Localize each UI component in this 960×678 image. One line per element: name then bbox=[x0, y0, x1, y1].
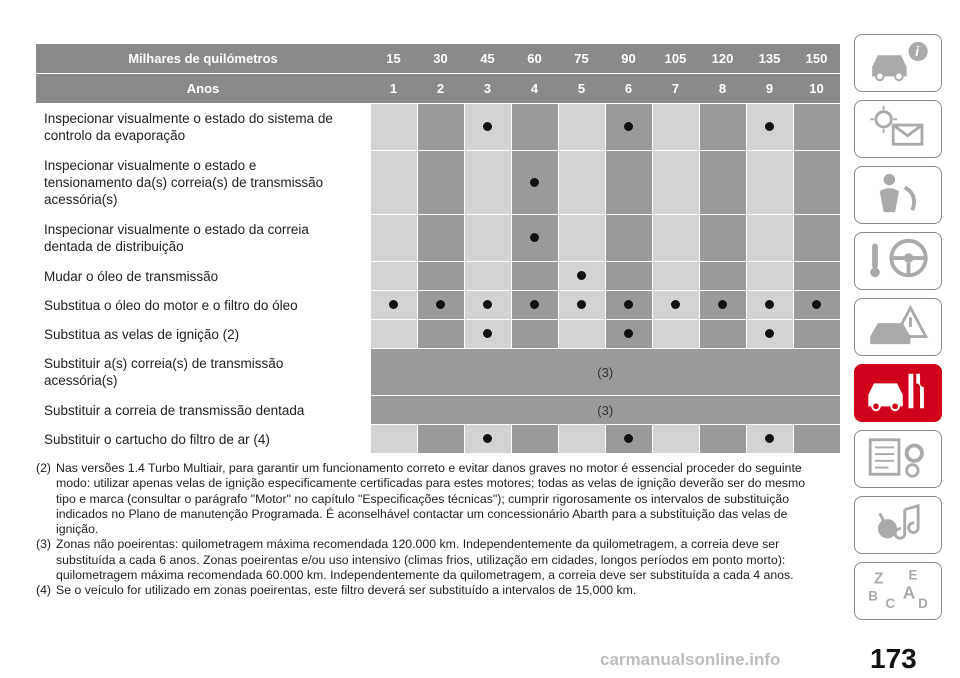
footnote bbox=[36, 537, 816, 583]
task-label bbox=[36, 396, 370, 425]
svg-text:B: B bbox=[868, 588, 878, 603]
task-label-line: Inspecionar visualmente o estado do sistema de bbox=[44, 111, 333, 126]
km-header-cell: 135 bbox=[746, 44, 793, 74]
schedule-cell bbox=[558, 262, 605, 291]
steering-wheel-icon bbox=[862, 236, 934, 287]
footnote-key: (4) bbox=[36, 583, 52, 598]
car-info-icon bbox=[862, 38, 934, 89]
scheduled-dot bbox=[530, 300, 539, 309]
schedule-cell bbox=[605, 425, 652, 454]
table-row bbox=[36, 104, 840, 151]
schedule-cell bbox=[746, 262, 793, 291]
years-header-row bbox=[36, 74, 840, 104]
scheduled-dot bbox=[577, 271, 586, 280]
schedule-cell bbox=[558, 215, 605, 262]
year-header-cell: 2 bbox=[417, 74, 464, 104]
schedule-cell bbox=[746, 291, 793, 320]
year-header-cell: 10 bbox=[793, 74, 840, 104]
schedule-cell bbox=[699, 215, 746, 262]
schedule-cell bbox=[464, 425, 511, 454]
year-header-cell: 5 bbox=[558, 74, 605, 104]
year-header-cell: 6 bbox=[605, 74, 652, 104]
schedule-cell bbox=[417, 215, 464, 262]
table-row bbox=[36, 425, 840, 454]
task-label bbox=[36, 291, 370, 320]
interval-note-cell: (3) bbox=[370, 396, 840, 425]
chapter-tab-car-accident[interactable] bbox=[854, 298, 942, 356]
schedule-cell bbox=[511, 104, 558, 151]
footnote-text: Zonas não poeirentas: quilometragem máxima recomendada 120.000 km. Independentemente da quilometragem, a correia deve ser substituída a cada 6 anos. Zonas poeirentas e/ou uso intensivo (climas frios, utilização em cidades, longos períodos em ponto morto): quilometragem máxima recomendada 60.000 km. Independentemente da quilometragem, a correia deve ser substituída a cada 4 anos. bbox=[56, 537, 794, 583]
schedule-cell bbox=[417, 320, 464, 349]
scheduled-dot bbox=[483, 434, 492, 443]
svg-text:D: D bbox=[918, 595, 928, 611]
scheduled-dot bbox=[530, 178, 539, 187]
car-wrench-icon bbox=[862, 368, 934, 419]
schedule-cell bbox=[370, 104, 417, 151]
km-header-cell: 120 bbox=[699, 44, 746, 74]
schedule-cell bbox=[793, 215, 840, 262]
page-number: 173 bbox=[870, 643, 917, 674]
schedule-cell bbox=[370, 262, 417, 291]
schedule-cell bbox=[605, 291, 652, 320]
interval-note-cell: (3) bbox=[370, 349, 840, 396]
footnote-text: Se o veículo for utilizado em zonas poeirentas, este filtro deverá ser substituído a intervalos de 15,000 km. bbox=[56, 583, 637, 598]
multimedia-icon bbox=[862, 500, 934, 551]
schedule-cell bbox=[746, 215, 793, 262]
schedule-cell bbox=[464, 320, 511, 349]
footnotes bbox=[36, 461, 816, 599]
footnote bbox=[36, 461, 816, 537]
schedule-cell bbox=[511, 425, 558, 454]
scheduled-dot bbox=[624, 122, 633, 131]
task-label-line: dentada de distribuição bbox=[44, 239, 184, 254]
watermark: carmanualsonline.info bbox=[600, 650, 781, 669]
schedule-cell bbox=[558, 291, 605, 320]
table-row bbox=[36, 396, 840, 425]
footnote-key: (3) bbox=[36, 537, 52, 552]
svg-text:E: E bbox=[908, 566, 918, 582]
schedule-cell bbox=[370, 291, 417, 320]
schedule-cell bbox=[511, 291, 558, 320]
chapter-tab-specs-gears[interactable] bbox=[854, 430, 942, 488]
task-label-line: tensionamento da(s) correia(s) de transmissão bbox=[44, 175, 324, 190]
schedule-cell bbox=[652, 320, 699, 349]
schedule-cell bbox=[511, 320, 558, 349]
schedule-cell bbox=[652, 104, 699, 151]
task-label-line: Inspecionar visualmente o estado e bbox=[44, 158, 257, 173]
schedule-cell bbox=[417, 104, 464, 151]
task-label bbox=[36, 320, 370, 349]
year-header-cell: 4 bbox=[511, 74, 558, 104]
schedule-cell bbox=[605, 320, 652, 349]
chapter-tab-steering-wheel[interactable] bbox=[854, 232, 942, 290]
schedule-cell bbox=[464, 104, 511, 151]
schedule-cell bbox=[746, 151, 793, 215]
scheduled-dot bbox=[436, 300, 445, 309]
scheduled-dot bbox=[483, 300, 492, 309]
schedule-cell bbox=[464, 262, 511, 291]
year-header-cell: 1 bbox=[370, 74, 417, 104]
table-row bbox=[36, 215, 840, 262]
scheduled-dot bbox=[624, 300, 633, 309]
scheduled-dot bbox=[765, 434, 774, 443]
schedule-body bbox=[36, 104, 840, 454]
schedule-cell bbox=[417, 262, 464, 291]
schedule-cell bbox=[558, 151, 605, 215]
scheduled-dot bbox=[624, 329, 633, 338]
task-label-line: Mudar o óleo de transmissão bbox=[44, 268, 219, 284]
schedule-cell bbox=[370, 151, 417, 215]
km-header-cell: 105 bbox=[652, 44, 699, 74]
schedule-cell bbox=[699, 320, 746, 349]
km-header-cell: 150 bbox=[793, 44, 840, 74]
schedule-cell bbox=[464, 291, 511, 320]
year-header-cell: 3 bbox=[464, 74, 511, 104]
schedule-cell bbox=[699, 291, 746, 320]
scheduled-dot bbox=[530, 233, 539, 242]
schedule-cell bbox=[793, 104, 840, 151]
chapter-tab-warning-lights[interactable] bbox=[854, 100, 942, 158]
schedule-cell bbox=[464, 215, 511, 262]
schedule-cell bbox=[652, 291, 699, 320]
scheduled-dot bbox=[483, 122, 492, 131]
task-label bbox=[36, 349, 370, 396]
chapter-tab-car-info[interactable] bbox=[854, 34, 942, 92]
schedule-cell bbox=[605, 262, 652, 291]
scheduled-dot bbox=[577, 300, 586, 309]
km-header-cell: 90 bbox=[605, 44, 652, 74]
scheduled-dot bbox=[765, 122, 774, 131]
table-row bbox=[36, 291, 840, 320]
schedule-cell bbox=[746, 104, 793, 151]
warning-lights-icon bbox=[862, 104, 934, 155]
year-header-cell: 7 bbox=[652, 74, 699, 104]
task-label-line: Substitua as velas de ignição (2) bbox=[44, 326, 240, 342]
km-header-cell: 15 bbox=[370, 44, 417, 74]
chapter-tab-seatbelt-airbag[interactable] bbox=[854, 166, 942, 224]
schedule-cell bbox=[793, 291, 840, 320]
scheduled-dot bbox=[718, 300, 727, 309]
svg-text:A: A bbox=[902, 582, 916, 603]
schedule-cell bbox=[746, 425, 793, 454]
schedule-cell bbox=[793, 320, 840, 349]
task-label bbox=[36, 151, 370, 215]
chapter-tab-car-wrench[interactable] bbox=[854, 364, 942, 422]
task-label-line: acessória(s) bbox=[44, 373, 118, 388]
table-row bbox=[36, 151, 840, 215]
km-header-cell: 45 bbox=[464, 44, 511, 74]
chapter-sidebar bbox=[854, 34, 946, 628]
schedule-cell bbox=[370, 320, 417, 349]
table-row bbox=[36, 320, 840, 349]
schedule-cell bbox=[605, 215, 652, 262]
footnote-text: Nas versões 1.4 Turbo Multiair, para garantir um funcionamento correto e evitar danos graves no motor é essencial proceder do seguinte modo: utilizar apenas velas de ignição especificamente certificadas para estes motores; todas as velas de ignição deverão ser do mesmo tipo e marca (consultar o parágrafo "Motor" no capítulo "Especificações técnicas"); cumprir rigorosamente os intervalos de substituição indicados no Plano de manutenção Programada. É aconselhável contactar um concessionário Abarth para a substituição das velas de ignição. bbox=[56, 461, 806, 537]
chapter-tab-multimedia[interactable] bbox=[854, 496, 942, 554]
task-label-line: controlo da evaporação bbox=[44, 128, 186, 143]
schedule-cell bbox=[558, 320, 605, 349]
task-label-line: acessória(s) bbox=[44, 192, 118, 207]
schedule-cell bbox=[370, 425, 417, 454]
svg-text:i: i bbox=[915, 43, 919, 59]
schedule-cell bbox=[605, 104, 652, 151]
task-label bbox=[36, 104, 370, 151]
schedule-cell bbox=[793, 425, 840, 454]
task-label-line: Substituir a(s) correia(s) de transmissão bbox=[44, 356, 284, 371]
schedule-cell bbox=[699, 104, 746, 151]
schedule-cell bbox=[558, 425, 605, 454]
task-label bbox=[36, 262, 370, 291]
task-label-line: Substitua o óleo do motor e o filtro do óleo bbox=[44, 297, 298, 313]
table-row bbox=[36, 262, 840, 291]
schedule-cell bbox=[793, 151, 840, 215]
year-header-cell: 9 bbox=[746, 74, 793, 104]
scheduled-dot bbox=[765, 329, 774, 338]
scheduled-dot bbox=[671, 300, 680, 309]
maintenance-schedule-table bbox=[36, 44, 840, 454]
task-label-line: Substituir o cartucho do filtro de ar (4) bbox=[44, 431, 270, 447]
schedule-cell bbox=[652, 425, 699, 454]
km-header-label: Milhares de quilómetros bbox=[36, 44, 370, 74]
years-header-label: Anos bbox=[36, 74, 370, 104]
car-accident-icon bbox=[862, 302, 934, 353]
schedule-cell bbox=[370, 215, 417, 262]
scheduled-dot bbox=[812, 300, 821, 309]
schedule-cell bbox=[464, 151, 511, 215]
schedule-cell bbox=[652, 262, 699, 291]
schedule-cell bbox=[652, 215, 699, 262]
schedule-cell bbox=[652, 151, 699, 215]
scheduled-dot bbox=[765, 300, 774, 309]
schedule-cell bbox=[746, 320, 793, 349]
schedule-cell bbox=[699, 425, 746, 454]
schedule-cell bbox=[417, 291, 464, 320]
task-label bbox=[36, 215, 370, 262]
svg-text:C: C bbox=[885, 595, 896, 611]
task-label bbox=[36, 425, 370, 454]
chapter-tab-alphabet-index[interactable] bbox=[854, 562, 942, 620]
footnote bbox=[36, 583, 816, 598]
schedule-cell bbox=[605, 151, 652, 215]
schedule-cell bbox=[511, 262, 558, 291]
seatbelt-airbag-icon bbox=[862, 170, 934, 221]
specs-gears-icon bbox=[862, 434, 934, 485]
scheduled-dot bbox=[483, 329, 492, 338]
table-row bbox=[36, 349, 840, 396]
task-label-line: Inspecionar visualmente o estado da correia bbox=[44, 222, 309, 237]
footnote-key: (2) bbox=[36, 461, 52, 475]
km-header-cell: 30 bbox=[417, 44, 464, 74]
schedule-cell bbox=[793, 262, 840, 291]
km-header-cell: 75 bbox=[558, 44, 605, 74]
schedule-cell bbox=[558, 104, 605, 151]
km-header-cell: 60 bbox=[511, 44, 558, 74]
alphabet-index-icon bbox=[862, 566, 934, 617]
schedule-cell bbox=[699, 262, 746, 291]
schedule-cell bbox=[417, 151, 464, 215]
scheduled-dot bbox=[389, 300, 398, 309]
km-header-row bbox=[36, 44, 840, 74]
year-header-cell: 8 bbox=[699, 74, 746, 104]
task-label-line: Substituir a correia de transmissão dentada bbox=[44, 402, 305, 418]
schedule-cell bbox=[511, 215, 558, 262]
schedule-cell bbox=[511, 151, 558, 215]
schedule-cell bbox=[417, 425, 464, 454]
scheduled-dot bbox=[624, 434, 633, 443]
svg-text:Z: Z bbox=[874, 569, 884, 587]
schedule-cell bbox=[699, 151, 746, 215]
